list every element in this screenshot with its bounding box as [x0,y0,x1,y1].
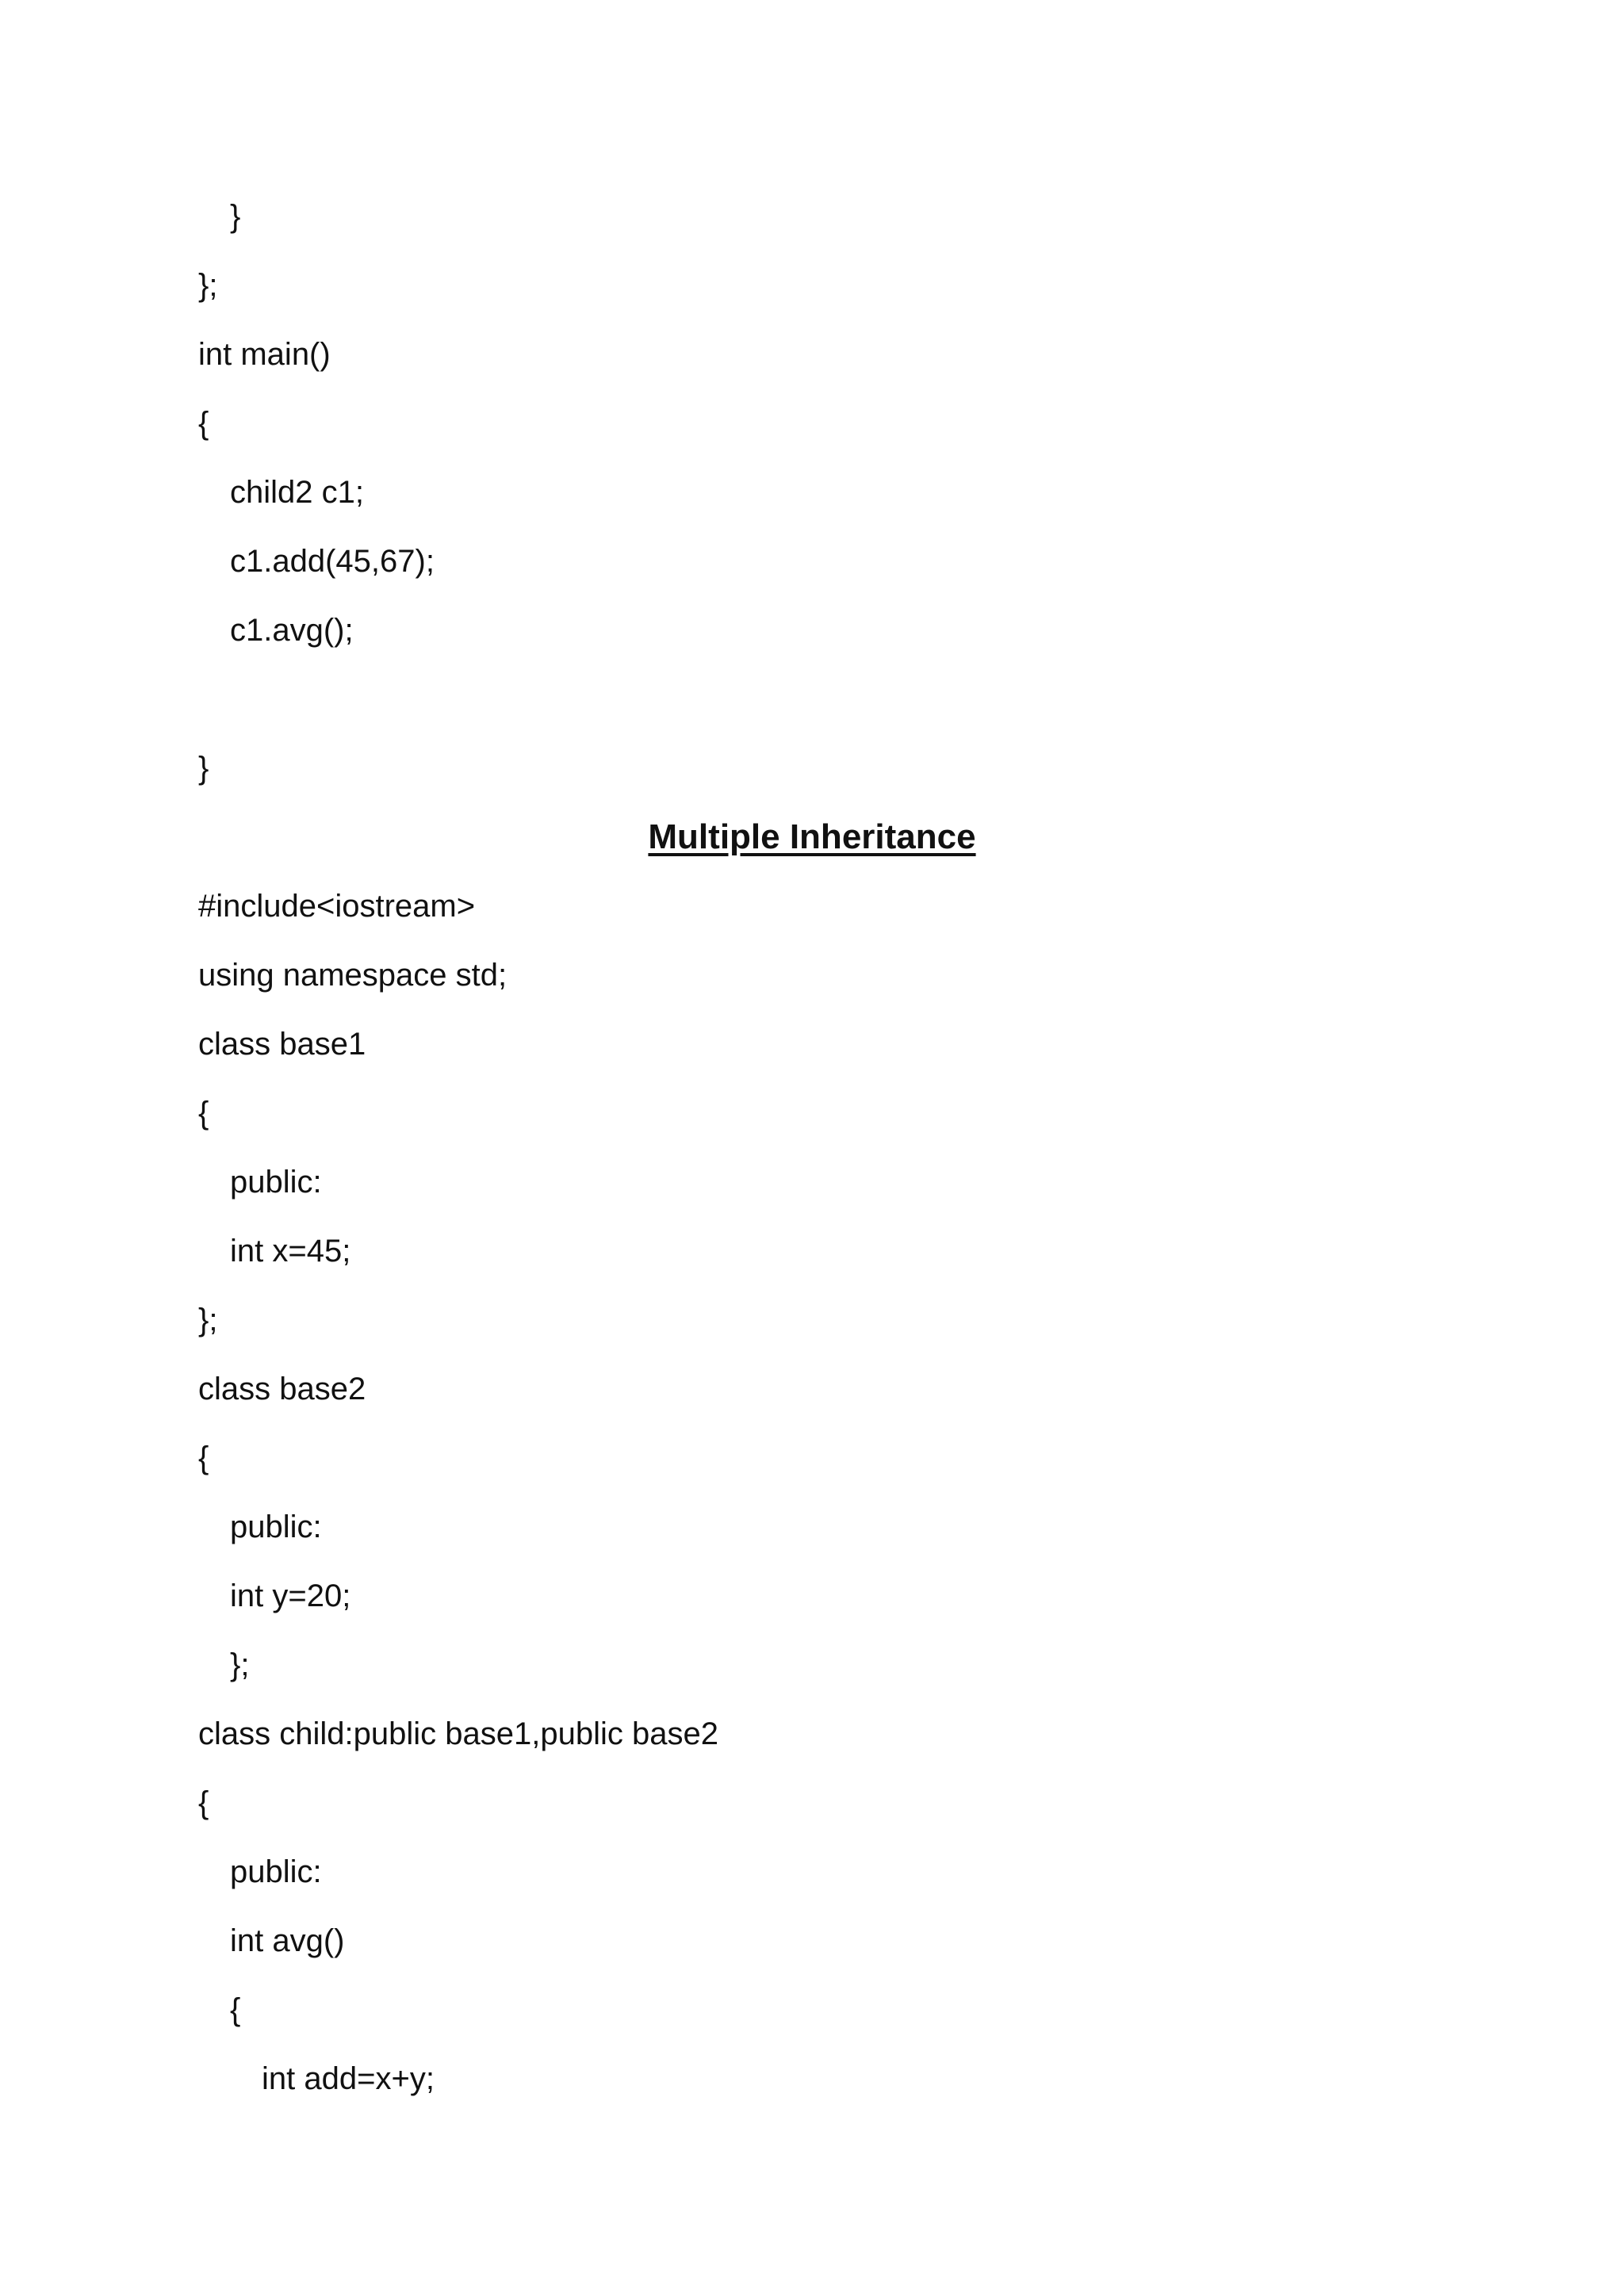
code-line: public: [230,1165,322,1200]
code-line: int main() [198,337,331,372]
code-line: class base2 [198,1372,366,1406]
code-line: #include<iostream> [198,889,476,924]
code-line: { [198,1785,209,1820]
code-line: public: [230,1854,322,1889]
code-line: }; [198,268,218,303]
code-line: }; [198,1303,218,1337]
code-line: int y=20; [230,1578,351,1613]
code-line: }; [230,1647,250,1682]
code-line: { [198,1441,209,1475]
code-line: int add=x+y; [262,2061,435,2096]
code-line: using namespace std; [198,958,508,993]
code-line: c1.avg(); [230,613,354,648]
code-line: { [198,1096,209,1131]
code-line: c1.add(45,67); [230,544,435,579]
code-line: public: [230,1510,322,1544]
code-line: child2 c1; [230,475,364,510]
code-line: int avg() [230,1923,345,1958]
code-line: class child:public base1,public base2 [198,1716,718,1751]
code-line: { [230,1992,241,2027]
code-line: class base1 [198,1027,366,1062]
section-heading: Multiple Inheritance [648,817,976,856]
code-line: int x=45; [230,1234,351,1269]
code-line: } [198,751,209,786]
code-line: { [198,406,209,441]
code-line: } [230,199,241,234]
